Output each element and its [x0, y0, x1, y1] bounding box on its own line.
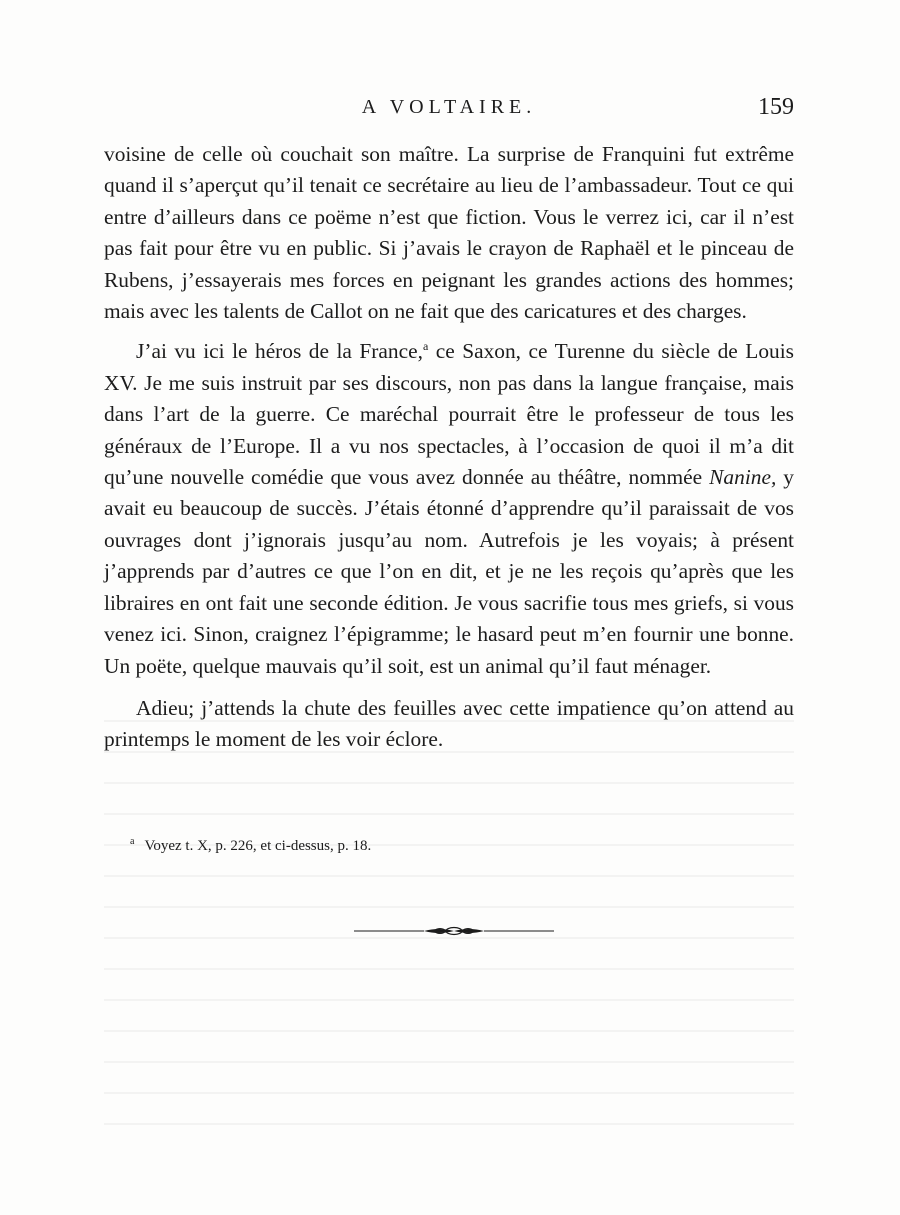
- work-title: Nanine,: [709, 465, 777, 490]
- page-number: 159: [758, 94, 794, 120]
- footnote-mark: a: [130, 836, 135, 847]
- footnote: [130, 836, 730, 855]
- ornament-divider-icon: [354, 924, 554, 938]
- paragraph-3: Adieu; j’attends la chute des feuilles avec cette impatience qu’on attend au printemps le moment de les voir éclore.: [104, 695, 794, 752]
- paragraph-1: voisine de celle où couchait son maître. La surprise de Franquini fut extrême quand il s’aperçut qu’il tenait ce secrétaire au lieu de l’ambassadeur. Tout ce qui entre d’ailleurs dans ce poëme n’est que fiction. Vous le verrez ici, car il n’est pas fait pour être vu en public. Si j’avais le crayon de Raphaël et le pinceau de Rubens, j’essayerais mes forces en peignant les grandes actions des hommes; mais avec les talents de Callot on ne fait que des caricatures et des charges.: [104, 142, 794, 324]
- letter-body: [104, 139, 794, 756]
- running-title: A VOLTAIRE.: [361, 96, 537, 118]
- footnote-text: Voyez t. X, p. 226, et ci-dessus, p. 18.: [144, 838, 372, 854]
- paragraph-2-part-b: ce Saxon, ce Turenne du siècle de Louis XV. Je me suis instruit par ses discours, non pas dans la langue française, mais dans l’art de la guerre. Ce maréchal pourrait être le professeur de tous les généraux de l’Europe. Il a vu nos spectacles, à l’occasion de quoi il m’a dit qu’une nouvelle comédie que vous avez donnée au théâtre, nommée: [104, 339, 794, 490]
- paragraph-2-part-a: J’ai vu ici le héros de la France,: [136, 339, 423, 364]
- page-header: [104, 94, 794, 126]
- paragraph-2-part-c: y avait eu beaucoup de succès. J’étais étonné d’apprendre qu’il paraissait de vos ouvrages dont j’ignorais jusqu’au nom. Autrefois je les voyais; à présent j’apprends par d’autres ce que l’on en dit, et je ne les reçois qu’après que les libraires en ont fait une seconde édition. Je vous sacrifie tous mes griefs, si vous venez ici. Sinon, craignez l’épigramme; le hasard peut m’en fournir une bonne. Un poëte, quelque mauvais qu’il soit, est un animal qu’il faut ménager.: [104, 465, 794, 678]
- paragraph-2: [104, 336, 794, 681]
- footnote-reference: a: [422, 339, 429, 354]
